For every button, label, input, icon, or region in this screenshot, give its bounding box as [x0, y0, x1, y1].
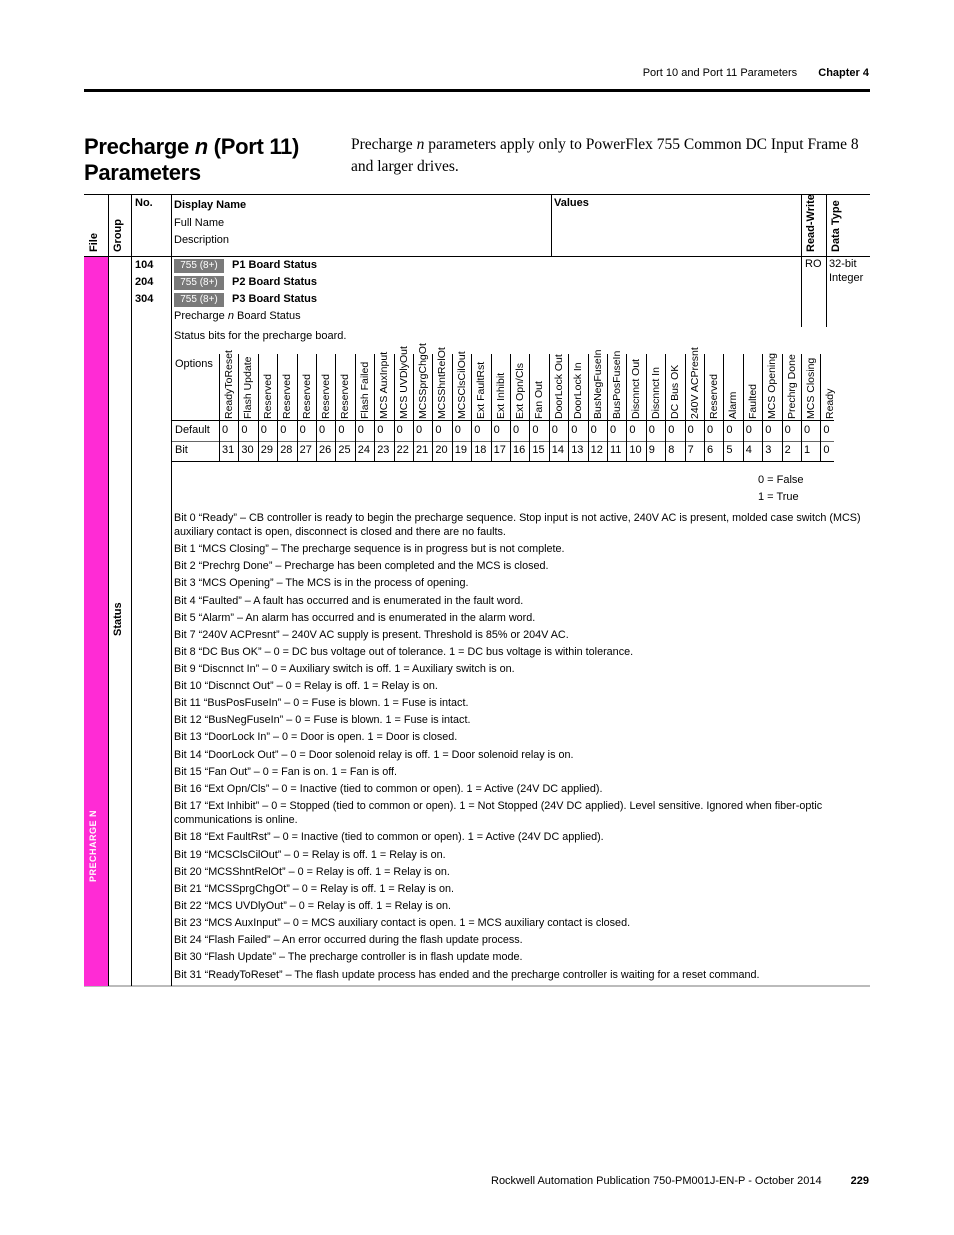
- bit-description: Bit 18 “Ext FaultRst” – 0 = Inactive (tied to common or open). 1 = Active (24V DC applied).: [174, 831, 604, 843]
- bit-column: [782, 354, 801, 461]
- bit-description: Bit 2 “Prechrg Done” – Precharge has been completed and the MCS is closed.: [174, 560, 549, 572]
- options-label: Options: [175, 358, 213, 370]
- product-tag: 755 (8+): [174, 293, 224, 307]
- bit-default-value: 0: [222, 424, 229, 436]
- header-rule: [84, 89, 870, 92]
- bit-description: Bit 30 “Flash Update” – The precharge controller is in flash update mode.: [174, 951, 523, 963]
- bit-default-value: 0: [474, 424, 481, 436]
- bit-default-value: 0: [319, 424, 326, 436]
- bit-column: [646, 354, 665, 461]
- bit-option-label: Faulted: [746, 383, 759, 419]
- bit-number: 11: [610, 444, 622, 456]
- bit-default-value: 0: [260, 424, 267, 436]
- bit-description: Bit 19 “MCSClsCilOut” – 0 = Relay is off. 1 = Relay is on.: [174, 849, 446, 861]
- bit-option-label: Prechrg Done: [785, 354, 798, 419]
- param-names: [174, 257, 346, 345]
- bit-description: Bit 16 “Ext Opn/Cls” – 0 = Inactive (tied to common or open). 1 = Active (24V DC applied).: [174, 783, 603, 795]
- bit-default-value: 0: [280, 424, 287, 436]
- bit-description: Bit 5 “Alarm” – An alarm has occurred and is enumerated in the alarm word.: [174, 612, 536, 624]
- bit-description: Bit 17 “Ext Inhibit” – 0 = Stopped (tied to common or open). 1 = Not Stopped (24V DC applied). Level sensitive. Ignored when fiber-optic communications is online.: [174, 800, 823, 826]
- bit-option-label: BusNegFuseIn: [591, 349, 604, 419]
- bit-description: Bit 10 “Discnnct Out” – 0 = Relay is off. 1 = Relay is on.: [174, 680, 438, 692]
- param-no: 204: [135, 276, 154, 288]
- bit-number: 21: [416, 444, 429, 456]
- bit-option-label: MCS UVDlyOut: [397, 346, 410, 419]
- bit-default-value: 0: [241, 424, 248, 436]
- bit-column: [335, 354, 354, 461]
- bit-default-value: 0: [571, 424, 578, 436]
- bit-number: 7: [687, 444, 694, 456]
- bit-number: 1: [804, 444, 811, 456]
- bit-option-label: Reserved: [320, 374, 332, 419]
- read-write-value: RO: [805, 258, 822, 270]
- bit-number: 26: [319, 444, 332, 456]
- bit-column: [491, 354, 510, 461]
- bit-column: [704, 354, 723, 461]
- bit-number: 15: [532, 444, 545, 456]
- page-title: Precharge n (Port 11) Parameters: [84, 134, 300, 185]
- bit-default-value: 0: [784, 424, 791, 436]
- bit-column: [432, 347, 451, 461]
- col-divider-file: [108, 195, 109, 986]
- bit-number: 13: [571, 444, 584, 456]
- bit-default-value: 0: [726, 424, 733, 436]
- bit-description: Bit 13 “DoorLock In” – 0 = Door is open. 1 = Door is closed.: [174, 731, 458, 743]
- bit-column: [452, 351, 471, 461]
- bit-default-value: 0: [532, 424, 539, 436]
- bit-default-value: 0: [338, 424, 345, 436]
- bit-description: Bit 1 “MCS Closing” – The precharge sequence is in progress but is not complete.: [174, 543, 565, 555]
- bit-option-label: Ext FaultRst: [475, 361, 488, 419]
- bit-column: [820, 354, 839, 461]
- param-numbers: [135, 257, 153, 308]
- bit-column: [568, 354, 587, 461]
- bit-number: 19: [454, 444, 468, 456]
- bit-option-label: MCS Closing: [805, 357, 817, 419]
- bit-default-value: 0: [707, 424, 714, 436]
- bit-number: 29: [260, 444, 274, 456]
- bit-default-value: 0: [745, 424, 752, 436]
- bit-description: Bit 9 “Discnnct In” – 0 = Auxiliary switch is off. 1 = Auxiliary switch is on.: [174, 663, 515, 675]
- bit-number: 30: [241, 444, 254, 456]
- bit-description: Bit 15 “Fan Out” – 0 = Fan is on. 1 = Fan is off.: [174, 766, 398, 778]
- bit-number: 20: [435, 444, 448, 456]
- footer-publication: Rockwell Automation Publication 750-PM001J-EN-P - October 2014: [491, 1175, 822, 1187]
- product-tag: 755 (8+): [174, 259, 224, 273]
- legend-false: 0 = False: [758, 474, 804, 486]
- bit-number: 5: [726, 444, 733, 456]
- bit-number: 31: [222, 444, 235, 456]
- bit-number: 12: [590, 444, 603, 456]
- bit-description: Bit 20 “MCSShntRelOt” – 0 = Relay is off. 1 = Relay is on.: [174, 866, 450, 878]
- col-divider-values: [551, 195, 552, 256]
- bit-number: 3: [765, 444, 772, 456]
- bit-column: [665, 354, 684, 461]
- full-name: Precharge n Board Status: [174, 310, 301, 322]
- bit-default-value: 0: [416, 424, 423, 436]
- bit-default-value: 0: [513, 424, 520, 436]
- bit-option-label: ReadyToReset: [223, 350, 235, 419]
- bit-default-value: 0: [454, 424, 461, 436]
- bit-description: Bit 23 “MCS AuxInput” – 0 = MCS auxiliary contact is open. 1 = MCS auxiliary contact is closed.: [174, 917, 631, 929]
- bit-description: Bit 11 “BusPosFuseIn” – 0 = Fuse is blown. 1 = Fuse is intact.: [174, 697, 469, 709]
- bit-number: 24: [357, 444, 371, 456]
- file-label: PRECHARGE N: [88, 809, 98, 882]
- bit-option-label: DoorLock Out: [552, 354, 565, 419]
- bit-number: 18: [474, 444, 487, 456]
- bit-option-label: DC Bus OK: [669, 364, 682, 419]
- param-name: P1 Board Status: [232, 259, 317, 271]
- header-section: Port 10 and Port 11 Parameters: [642, 67, 798, 79]
- bit-option-label: MCSClsCilOut: [455, 351, 468, 419]
- file-bar: [84, 257, 108, 986]
- col-header-data-type: Data Type: [830, 200, 842, 252]
- bit-default-value: 0: [804, 424, 811, 436]
- bit-default-value: 0: [823, 424, 830, 436]
- bit-description: Bit 3 “MCS Opening” – The MCS is in the process of opening.: [174, 577, 469, 589]
- col-header-no: No.: [135, 197, 153, 209]
- bit-number: 28: [280, 444, 293, 456]
- bit-default-value: 0: [377, 424, 384, 436]
- bit-number: 0: [823, 444, 830, 456]
- bit-column: [355, 354, 374, 461]
- bit-option-label: DoorLock In: [572, 362, 585, 419]
- bit-number: 27: [299, 444, 312, 456]
- bit-number: 6: [707, 444, 714, 456]
- bit-default-value: 0: [590, 424, 597, 436]
- bit-number: 25: [338, 444, 351, 456]
- bit-description: Bit 7 “240V ACPresnt” – 240V AC supply is present. Threshold is 85% or 204V AC.: [174, 629, 569, 641]
- bit-default-value: 0: [551, 424, 558, 436]
- bit-number: 22: [396, 444, 409, 456]
- table-top-rule: [84, 194, 870, 195]
- bit-option-label: Flash Update: [242, 356, 255, 419]
- bit-default-value: 0: [648, 424, 655, 436]
- bit-option-label: Ready: [824, 388, 837, 419]
- legend: [758, 472, 804, 506]
- bit-number: 23: [377, 444, 390, 456]
- bit-column: [762, 354, 781, 461]
- bit-number: 9: [648, 444, 655, 456]
- col-header-group: Group: [112, 219, 124, 252]
- bit-default-value: 0: [629, 424, 636, 436]
- bit-description: Bit 24 “Flash Failed” – An error occurred during the flash update process.: [174, 934, 523, 946]
- bit-default-value: 0: [610, 424, 617, 436]
- bit-number: 17: [493, 444, 506, 456]
- bit-label: Bit: [175, 444, 188, 456]
- bit-column: [801, 354, 820, 461]
- bit-column: [626, 354, 645, 461]
- bit-column: [413, 343, 432, 461]
- intro-paragraph: Precharge n parameters apply only to PowerFlex 755 Common DC Input Frame 8 and larger drives.: [351, 136, 859, 175]
- data-type-value: 32-bit Integer: [829, 258, 864, 284]
- bit-description: Bit 4 “Faulted” – A fault has occurred and is enumerated in the fault word.: [174, 595, 524, 607]
- bit-option-label: Ext Inhibit: [494, 372, 507, 419]
- col-divider-group: [131, 195, 132, 986]
- bit-description: Bit 0 “Ready” – CB controller is ready to begin the precharge sequence. Stop input is not active, 240V AC is present, molded case switch (MCS) auxiliary contact is open, disconnect is closed and there are no faults.: [174, 512, 861, 538]
- bit-number: 16: [513, 444, 526, 456]
- col-divider-dt: [826, 195, 827, 327]
- bit-description: Bit 14 “DoorLock Out” – 0 = Door solenoid relay is off. 1 = Door solenoid relay is on.: [174, 749, 574, 761]
- header-chapter: Chapter 4: [818, 67, 869, 79]
- bit-option-label: Flash Failed: [358, 361, 371, 419]
- bit-option-label: Discnnct In: [649, 367, 662, 419]
- bit-option-label: 240V ACPresnt: [688, 347, 701, 419]
- bit-option-label: Reserved: [261, 374, 274, 419]
- bit-option-label: BusPosFuseIn: [611, 350, 623, 419]
- bit-column: [685, 347, 704, 461]
- bit-number: 14: [551, 444, 565, 456]
- bit-option-label: MCS Opening: [766, 353, 779, 419]
- legend-true: 1 = True: [758, 491, 799, 503]
- param-name: P3 Board Status: [232, 293, 317, 305]
- bit-option-label: Reserved: [300, 374, 313, 419]
- table-bottom-rule: [84, 985, 870, 987]
- bit-column: [743, 354, 762, 461]
- bit-description: Bit 31 “ReadyToReset” – The flash update process has ended and the precharge controller is waiting for a reset command.: [174, 969, 760, 981]
- bit-column: [258, 354, 277, 461]
- bit-option-label: Reserved: [708, 374, 720, 419]
- bit-column: [471, 354, 490, 461]
- param-no: 104: [135, 259, 154, 271]
- bit-column: [549, 354, 568, 461]
- col-header-values: Values: [554, 197, 589, 209]
- bit-default-value: 0: [396, 424, 403, 436]
- bit-option-label: MCSSprgChgOt: [417, 343, 429, 419]
- bit-column: [510, 354, 529, 461]
- bit-column: [316, 354, 335, 461]
- col-header-name: Display Name Full Name Description: [174, 199, 247, 246]
- bit-option-label: MCS AuxInput: [378, 351, 391, 419]
- footer: [491, 1175, 869, 1187]
- bit-column: [374, 351, 393, 461]
- bit-default-value: 0: [299, 424, 306, 436]
- page-number: 229: [850, 1175, 869, 1187]
- bit-default-value: 0: [493, 424, 500, 436]
- bit-column: [277, 354, 296, 461]
- bit-number: 8: [668, 444, 675, 456]
- running-header: [643, 67, 869, 79]
- bit-option-label: Reserved: [281, 374, 294, 419]
- bit-option-label: Reserved: [339, 374, 352, 419]
- param-description: Status bits for the precharge board.: [174, 330, 347, 342]
- bit-description: Bit 22 “MCS UVDlyOut” – 0 = Relay is off. 1 = Relay is on.: [174, 900, 452, 912]
- default-label: Default: [175, 424, 210, 436]
- bit-number: 2: [784, 444, 791, 456]
- col-divider-rw: [801, 195, 802, 327]
- bit-default-value: 0: [765, 424, 772, 436]
- bit-column: [219, 350, 238, 461]
- bit-default-value: 0: [687, 424, 694, 436]
- bit-default-value: 0: [668, 424, 675, 436]
- bit-column: [588, 349, 607, 461]
- bit-option-label: Alarm: [727, 391, 740, 419]
- bit-option-label: Fan Out: [533, 381, 546, 419]
- bit-default-value: 0: [435, 424, 442, 436]
- bit-column: [238, 354, 257, 461]
- bit-description: Bit 8 “DC Bus OK” – 0 = DC bus voltage out of tolerance. 1 = DC bus voltage is within tolerance.: [174, 646, 634, 658]
- bit-option-label: Ext Opn/Cls: [514, 362, 526, 419]
- bit-description: Bit 12 “BusNegFuseIn” – 0 = Fuse is blown. 1 = Fuse is intact.: [174, 714, 471, 726]
- col-header-file: File: [88, 233, 100, 252]
- bit-column: [394, 346, 413, 461]
- bit-number: 4: [745, 444, 752, 456]
- col-divider-no: [171, 195, 172, 986]
- bit-option-label: MCSShntRelOt: [436, 347, 449, 419]
- param-no: 304: [135, 293, 154, 305]
- bit-default-value: 0: [357, 424, 364, 436]
- bit-row-bottom-rule: [172, 461, 834, 462]
- bit-description: Bit 21 “MCSSprgChgOt” – 0 = Relay is off. 1 = Relay is on.: [174, 883, 455, 895]
- bit-column: [297, 354, 316, 461]
- bit-column: [607, 350, 626, 461]
- bit-number: 10: [629, 444, 642, 456]
- bit-column: [529, 354, 548, 461]
- param-name: P2 Board Status: [232, 276, 317, 288]
- product-tag: 755 (8+): [174, 276, 224, 290]
- group-label: Status: [112, 602, 124, 636]
- bit-table: [172, 343, 837, 464]
- col-header-read-write: Read-Write: [805, 194, 817, 252]
- bit-option-label: Discnnct Out: [630, 358, 643, 419]
- bit-column: [723, 354, 742, 461]
